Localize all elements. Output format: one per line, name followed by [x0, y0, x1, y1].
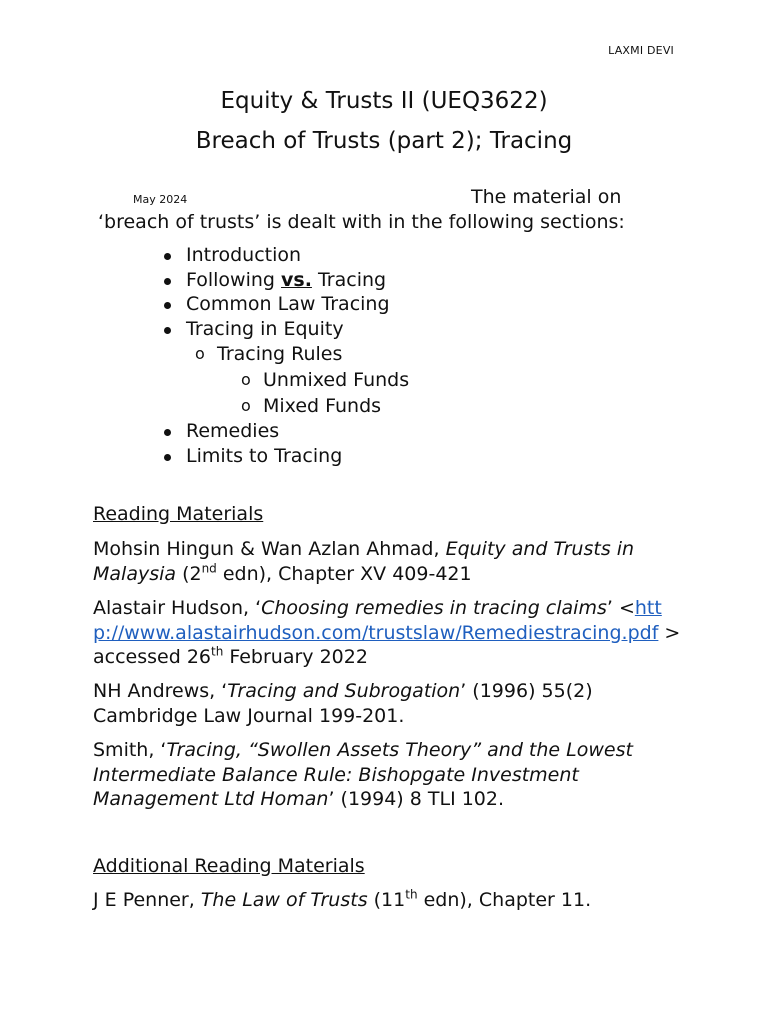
- bullet-icon: [164, 454, 171, 461]
- intro-text-part2: ‘breach of trusts’ is dealt with in the following sections:: [98, 211, 625, 233]
- bullet-icon: [164, 429, 171, 436]
- author-name: LAXMI DEVI: [608, 44, 674, 57]
- sub-bullet-icon: o: [241, 396, 251, 415]
- additional-reading-item: J E Penner, The Law of Trusts (11th edn), Chapter 11.: [93, 887, 592, 911]
- bullet-icon: [164, 253, 171, 260]
- bullet-icon: [164, 278, 171, 285]
- remedies-tracing-link[interactable]: http://www.alastairhudson.com/trustslaw/Remediestracing.pdf: [93, 597, 662, 644]
- reading-item: Mohsin Hingun & Wan Azlan Ahmad, Equity and Trusts in Malaysia (2nd edn), Chapter XV 409-421: [93, 538, 635, 585]
- intro-text-part1: The material on: [471, 186, 622, 208]
- document-title: Equity & Trusts II (UEQ3622): [220, 88, 548, 114]
- additional-reading-heading: Additional Reading Materials: [93, 855, 365, 877]
- reading-item: Smith, ‘Tracing, “Swollen Assets Theory” and the Lowest Intermediate Balance Rule: Bishopgate Investment Management Ltd Homan’ (1994) 8 TLI 102.: [93, 739, 633, 810]
- reading-item: Alastair Hudson, ‘Choosing remedies in tracing claims’ <http://www.alastairhudson.com/trustslaw/Remediestracing.pdf > accessed 26th February 2022: [93, 597, 681, 668]
- reading-materials-heading: Reading Materials: [93, 503, 264, 525]
- document-subtitle: Breach of Trusts (part 2); Tracing: [195, 128, 573, 154]
- reading-item: NH Andrews, ‘Tracing and Subrogation’ (1996) 55(2) Cambridge Law Journal 199-201.: [93, 680, 593, 727]
- sub-bullet-icon: o: [195, 344, 205, 363]
- document-date: May 2024: [133, 193, 188, 206]
- sub-bullet-icon: o: [241, 370, 251, 389]
- bullet-icon: [164, 327, 171, 334]
- bullet-icon: [164, 302, 171, 309]
